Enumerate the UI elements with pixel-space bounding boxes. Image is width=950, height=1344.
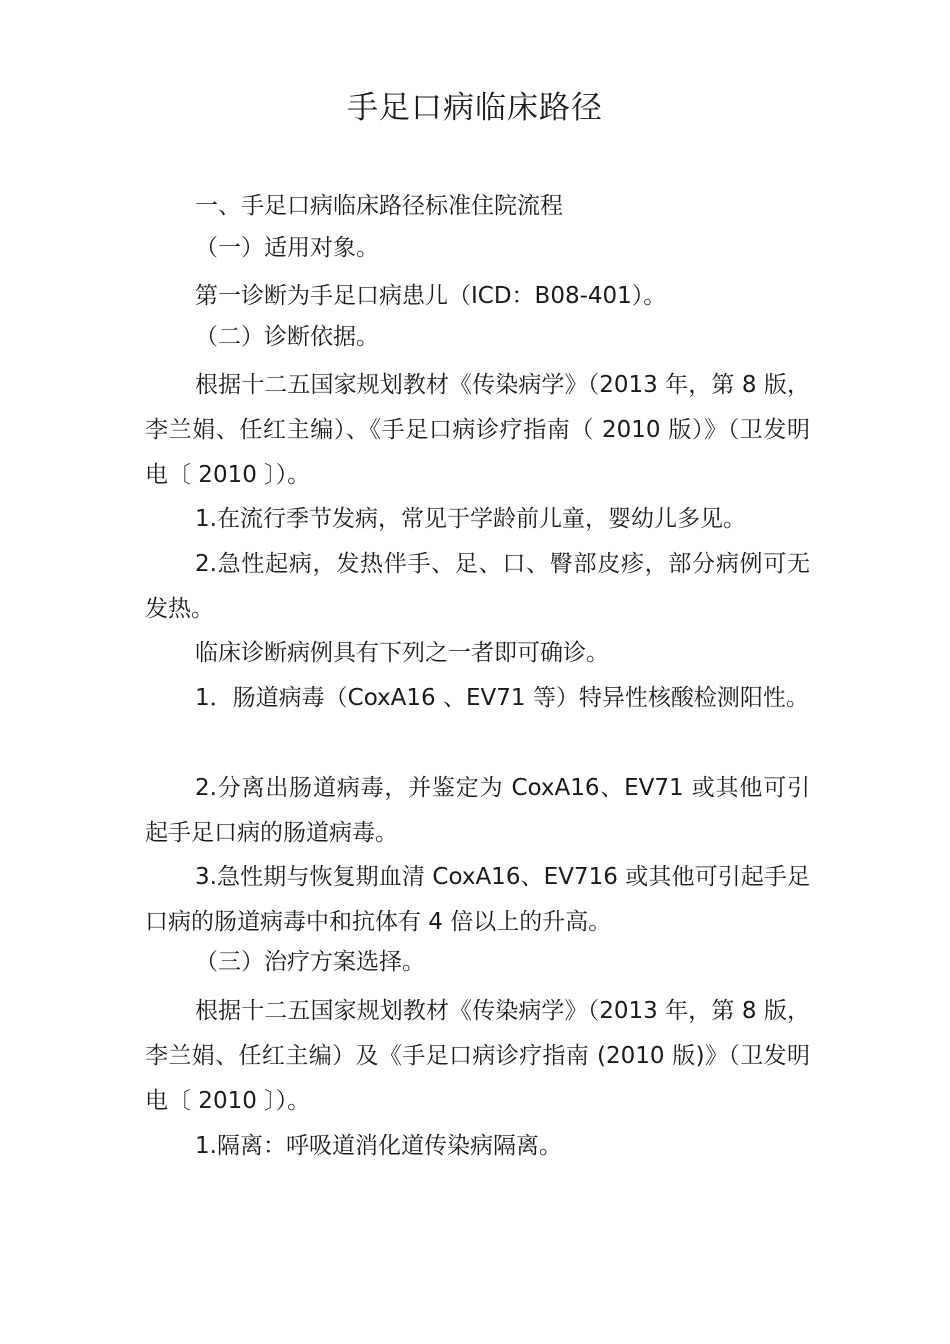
- subheading-diagnostic-basis: （二）诊断依据。: [195, 324, 379, 350]
- paragraph-criterion-2: 2.急性起病，发热伴手、足、口、臀部皮疹，部分病例可无发热。: [145, 551, 810, 622]
- paragraph-confirm-intro: 临床诊断病例具有下列之一者即可确诊。: [195, 640, 609, 666]
- section-heading-1: 一、手足口病临床路径标准住院流程: [195, 193, 563, 219]
- paragraph-criterion-1: 1.在流行季节发病，常见于学龄前儿童，婴幼儿多见。: [195, 506, 746, 532]
- subheading-applicable-subjects: （一）适用对象。: [195, 235, 379, 261]
- paragraph-first-diagnosis: 第一诊断为手足口病患儿（ICD：B08-401）。: [195, 283, 667, 309]
- paragraph-reference-textbook: 根据十二五国家规划教材《传染病学》（2013 年，第 8 版，李兰娟、任红主编）、《手足口病诊疗指南（ 2010 版）》（卫发明电〔 2010 〕）。: [145, 372, 810, 488]
- paragraph-isolation: 1.隔离：呼吸道消化道传染病隔离。: [195, 1133, 562, 1159]
- paragraph-confirm-1: 1．肠道病毒（CoxA16 、EV71 等）特异性核酸检测阳性。: [195, 685, 809, 711]
- paragraph-confirm-3: 3.急性期与恢复期血清 CoxA16、EV716 或其他可引起手足口病的肠道病毒中和抗体有 4 倍以上的升高。: [145, 864, 810, 935]
- subheading-treatment-plan: （三）治疗方案选择。: [195, 949, 425, 975]
- document-title: 手足口病临床路径: [347, 90, 603, 126]
- paragraph-treatment-reference: 根据十二五国家规划教材《传染病学》（2013 年，第 8 版，李兰娟、任红主编）及《手足口病诊疗指南 (2010 版)》（卫发明电〔 2010 〕）。: [145, 998, 810, 1114]
- paragraph-confirm-2: 2.分离出肠道病毒，并鉴定为 CoxA16、EV71 或其他可引起手足口病的肠道病毒。: [145, 775, 810, 846]
